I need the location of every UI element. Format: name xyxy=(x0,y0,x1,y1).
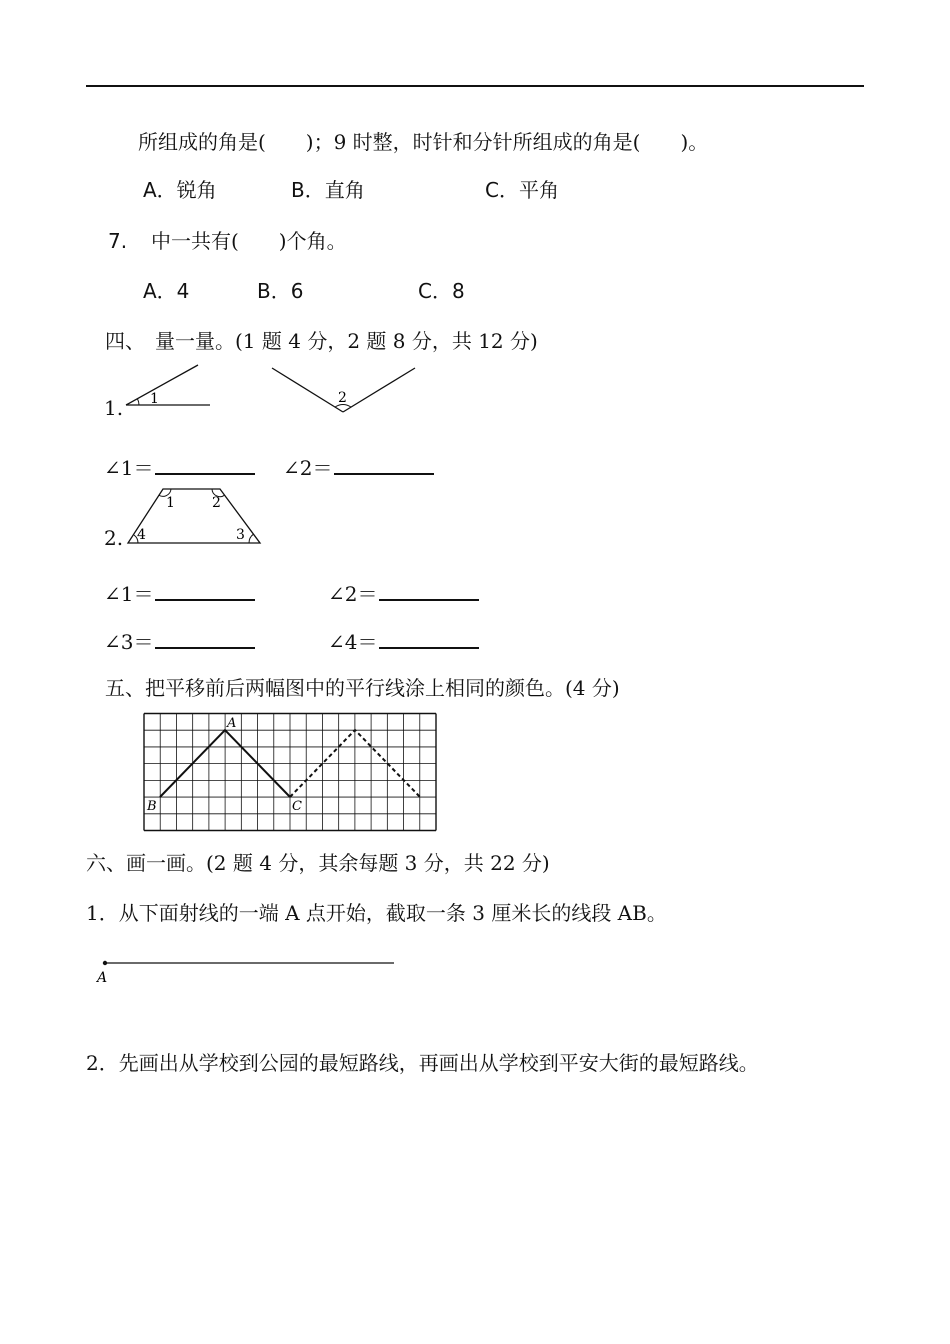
angle2-figure xyxy=(268,362,418,418)
q7-option-c: C．8 xyxy=(418,279,465,303)
trapezoid-label-1: 1 xyxy=(166,495,175,511)
angle2-ray-left xyxy=(272,368,343,412)
trapezoid-label-4: 4 xyxy=(137,527,146,543)
angle1-figure xyxy=(120,360,220,415)
item2-answer-1-blank[interactable] xyxy=(155,579,255,601)
item1-answer-2 xyxy=(283,453,434,480)
q6-option-b: B．直角 xyxy=(291,178,365,202)
q6-option-c: C．平角 xyxy=(485,178,559,202)
item2-answer-3 xyxy=(104,627,255,654)
point-c-label: C xyxy=(292,799,302,814)
item2-answer-2-label: ∠2＝ xyxy=(328,582,378,606)
item2-answer-2 xyxy=(328,579,479,606)
section4-title: 四、 量一量。(1 题 4 分，2 题 8 分，共 12 分) xyxy=(105,329,538,353)
item2-answer-4-label: ∠4＝ xyxy=(328,630,378,654)
grid-lines xyxy=(144,714,436,831)
q7-option-a: A．4 xyxy=(143,279,190,303)
point-b-label: B xyxy=(147,799,157,814)
angle1-arc xyxy=(137,399,139,405)
angle1-ray-upper xyxy=(126,365,198,405)
translation-grid-figure xyxy=(144,713,437,831)
item1-answer-1 xyxy=(104,453,255,480)
item1-answer-1-label: ∠1＝ xyxy=(104,456,154,480)
ray-label-a: A xyxy=(97,970,108,986)
q6-option-a: A．锐角 xyxy=(143,178,217,202)
q6-tail: 所组成的角是( )；9 时整，时针和分针所组成的角是( )。 xyxy=(138,130,709,154)
angle1-label: 1 xyxy=(150,391,159,407)
item2-answer-4-blank[interactable] xyxy=(379,627,479,649)
section6-question-1: 1．从下面射线的一端 A 点开始，截取一条 3 厘米长的线段 AB。 xyxy=(86,901,667,925)
q7-option-b: B．6 xyxy=(257,279,304,303)
item1-answer-2-label: ∠2＝ xyxy=(283,456,333,480)
q7-number: 7. xyxy=(108,229,128,253)
section5-title: 五、把平移前后两幅图中的平行线涂上相同的颜色。(4 分) xyxy=(105,676,620,700)
trapezoid-label-2: 2 xyxy=(212,495,221,511)
q7-text: 中一共有( )个角。 xyxy=(151,229,347,253)
item2-answer-3-label: ∠3＝ xyxy=(104,630,154,654)
item2-answer-4 xyxy=(328,627,479,654)
ray-endpoint xyxy=(103,961,107,965)
section4-item1-number: 1. xyxy=(104,396,124,420)
top-rule xyxy=(86,85,864,87)
item2-answer-1-label: ∠1＝ xyxy=(104,582,154,606)
angle2-ray-right xyxy=(343,368,415,412)
trapezoid-arc-3 xyxy=(249,534,253,543)
item1-answer-2-blank[interactable] xyxy=(334,453,434,475)
section4-item2-number: 2. xyxy=(104,526,124,550)
trapezoid-label-3: 3 xyxy=(236,527,245,543)
angle2-label: 2 xyxy=(338,390,347,406)
point-a-label: A xyxy=(227,716,237,731)
item2-answer-2-blank[interactable] xyxy=(379,579,479,601)
section6-title: 六、画一画。(2 题 4 分，其余每题 3 分，共 22 分) xyxy=(86,851,550,875)
item2-answer-1 xyxy=(104,579,255,606)
section6-question-2: 2．先画出从学校到公园的最短路线，再画出从学校到平安大街的最短路线。 xyxy=(86,1051,759,1075)
item1-answer-1-blank[interactable] xyxy=(155,453,255,475)
trapezoid-figure xyxy=(120,484,270,548)
ray-figure xyxy=(96,955,396,985)
item2-answer-3-blank[interactable] xyxy=(155,627,255,649)
